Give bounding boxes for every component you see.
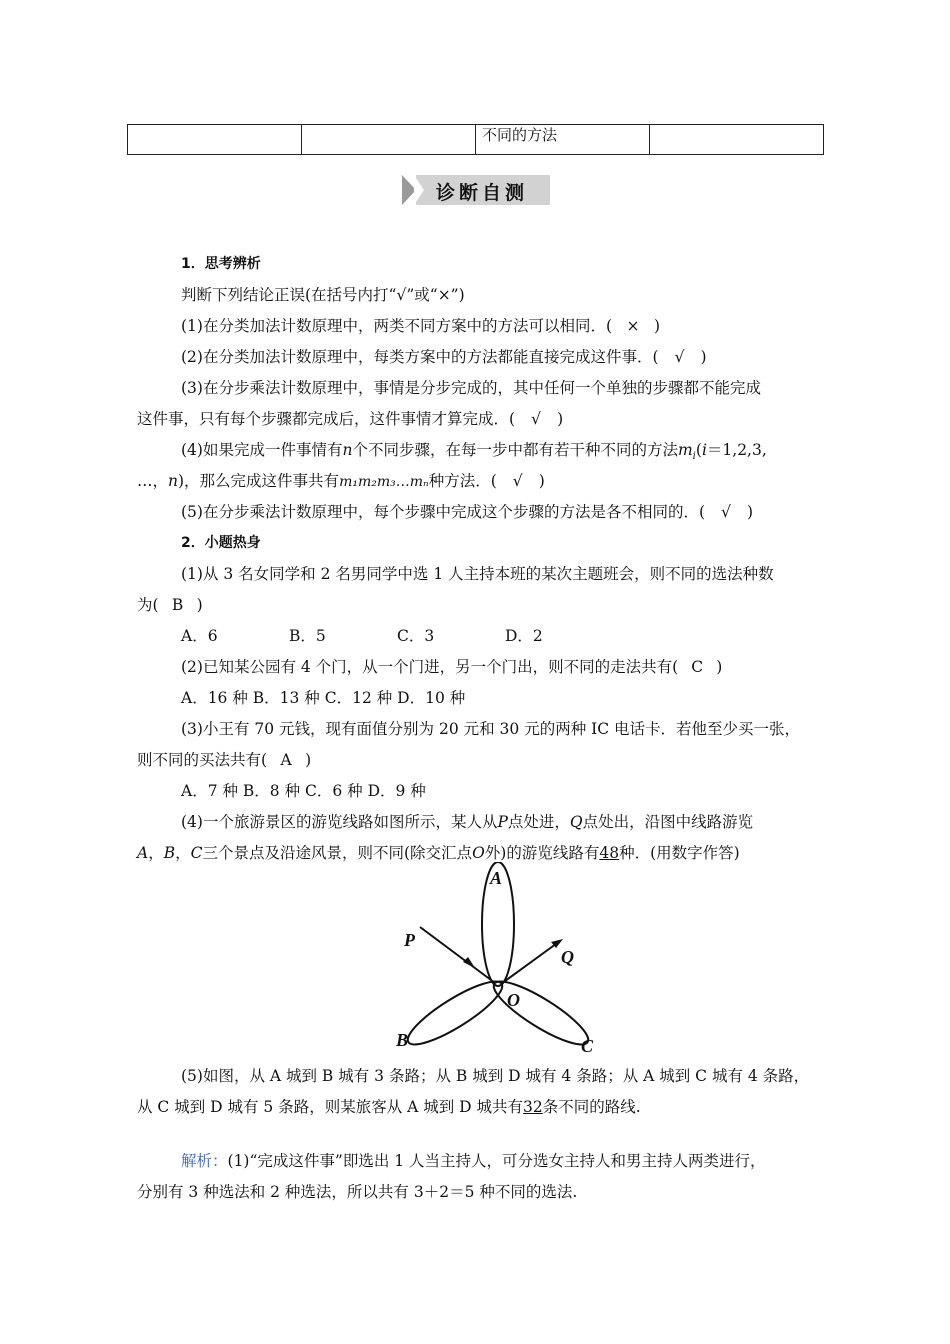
- text-run: )，那么完成这件事共有: [178, 472, 340, 490]
- label-p: P: [404, 930, 415, 950]
- answer-mark: √: [531, 410, 541, 428]
- text-run: …，: [137, 472, 169, 490]
- explanation-line1: [181, 1151, 766, 1171]
- top-table-fragment: [127, 124, 824, 155]
- q2-p5-line1: (5)如图，从 A 城到 B 城有 3 条路；从 B 城到 D 城有 4 条路；从 A 城到 C 城有 4 条路，: [181, 1067, 810, 1085]
- product-expression: m₁m₂m₃…mₙ: [339, 474, 429, 490]
- answer-fill: 32: [523, 1098, 543, 1116]
- text-run: 条不同的路线.: [542, 1098, 641, 1116]
- paren-close: ): [557, 410, 564, 428]
- q2-heading: 2．小题热身: [181, 535, 261, 551]
- chevron-cutout: [414, 175, 424, 205]
- option: A．6: [181, 627, 218, 645]
- table-cell: 不同的方法: [476, 125, 650, 155]
- answer-mark: √: [674, 348, 685, 366]
- q1-item-5: [181, 502, 753, 522]
- section-title: 诊断自测: [436, 182, 529, 204]
- q2-p2-options: A．16 种 B．13 种 C．12 种 D．10 种: [181, 689, 466, 707]
- section-header: [402, 175, 550, 205]
- label-a: A: [490, 868, 503, 888]
- q2-p4-line1: [181, 812, 753, 832]
- label-b: B: [396, 1030, 409, 1050]
- var-i: i: [701, 441, 707, 459]
- table-cell: [128, 125, 302, 155]
- q2-p4-line2: [137, 843, 740, 863]
- q2-p5-line2: [137, 1097, 641, 1117]
- text-run: (: [695, 441, 702, 459]
- label-c: C: [581, 1036, 594, 1056]
- text-run: (2)已知某公园有 4 个门，从一个门进，另一个门出，则不同的走法共有(: [181, 658, 679, 676]
- text-run: 从 C 城到 D 城有 5 条路，则某旅客从 A 城到 D 城共有: [137, 1098, 524, 1116]
- table-cell: [302, 125, 476, 155]
- q2-p3-options: A．7 种 B．8 种 C．6 种 D．9 种: [181, 782, 426, 800]
- text-run: ，: [148, 844, 164, 862]
- var-p: P: [497, 813, 508, 831]
- answer-mark: ×: [626, 317, 640, 335]
- text-run: 点处进，: [507, 813, 570, 831]
- item-text: (2)在分类加法计数原理中，每类方案中的方法都能直接完成这件事．(: [181, 348, 659, 366]
- text-run: (1)“完成这件事”即选出 1 人当主持人，可分选女主持人和男主持人两类进行，: [227, 1152, 766, 1170]
- var-b: B: [163, 844, 176, 862]
- table-cell: [650, 125, 824, 155]
- label-o: O: [507, 990, 520, 1010]
- option: B．5: [289, 627, 326, 645]
- var-c: C: [190, 844, 203, 862]
- text-run: ，: [175, 844, 191, 862]
- explanation-line2: 分别有 3 种选法和 2 种选法，所以共有 3＋2＝5 种不同的选法.: [137, 1183, 578, 1201]
- q1-item-3-line2: [137, 409, 563, 429]
- item-text: (1)在分类加法计数原理中，两类不同方案中的方法可以相同．(: [181, 317, 613, 335]
- text-run: 为(: [137, 596, 159, 614]
- item-text: (5)在分步乘法计数原理中，每个步骤中完成这个步骤的方法是各不相同的．(: [181, 503, 706, 521]
- q2-p3-line1: (3)小王有 70 元钱，现有面值分别为 20 元和 30 元的两种 IC 电话卡．若他至少买一张，: [181, 720, 801, 738]
- q2-p1-line2: [137, 595, 203, 615]
- var-m: m: [677, 441, 693, 459]
- q1-intro: 判断下列结论正误(在括号内打“√”或“×”): [181, 286, 465, 304]
- q2-p3-line2: [137, 750, 311, 770]
- var-o: O: [472, 844, 485, 862]
- q1-heading: 1．思考辨析: [181, 256, 261, 272]
- answer-choice: B: [171, 596, 184, 614]
- q2-p1-line1: (1)从 3 名女同学和 2 名男同学中选 1 人主持本班的某次主题班会，则不同的选法种数: [181, 565, 774, 583]
- text-run: 种．(用数字作答): [619, 844, 740, 862]
- q1-item-3-line1: (3)在分步乘法计数原理中，事情是分步完成的，其中任何一个单独的步骤都不能完成: [181, 379, 761, 397]
- q1-item-2: [181, 347, 707, 367]
- var-a: A: [137, 844, 149, 862]
- q2-p2-line: [181, 657, 722, 677]
- text-run: (4)一个旅游景区的游览线路如图所示，某人从: [181, 813, 498, 831]
- arrow-p-icon: [463, 957, 475, 968]
- table-row: [128, 125, 824, 155]
- answer-fill: 48: [599, 844, 620, 862]
- paren-close: ): [700, 348, 707, 366]
- text-run: 则不同的买法共有(: [137, 751, 268, 769]
- q2-p1-options: [181, 626, 543, 646]
- var-q: Q: [569, 813, 583, 831]
- text-run: 三个景点及沿途风景，则不同(除交汇点: [202, 844, 473, 862]
- answer-choice: A: [280, 751, 292, 769]
- tour-route-diagram: [395, 862, 615, 1057]
- q1-item-4-line2: [137, 471, 545, 492]
- answer-mark: √: [512, 472, 523, 490]
- var-n: n: [342, 441, 353, 459]
- paren-close: ): [747, 503, 754, 521]
- var-n: n: [168, 472, 178, 490]
- text-run: (4)如果完成一件事情有: [181, 441, 343, 459]
- text-run: 个不同步骤，在每一步中都有若干种不同的方法: [352, 441, 678, 459]
- paren-close: ): [716, 658, 723, 676]
- item-text: 这件事，只有每个步骤都完成后，这件事情才算完成．(: [137, 410, 516, 428]
- text-run: 外)的游览线路有: [484, 844, 600, 862]
- q1-item-1: [181, 316, 660, 336]
- paren-close: ): [196, 596, 203, 614]
- text-run: 种方法．(: [428, 472, 497, 490]
- paren-close: ): [654, 317, 661, 335]
- paren-close: ): [538, 472, 545, 490]
- q1-item-4-line1: [181, 440, 767, 467]
- answer-mark: √: [721, 503, 731, 521]
- paren-close: ): [305, 751, 312, 769]
- text-run: ＝1,2,3,: [706, 441, 767, 459]
- explanation-label: 解析：: [181, 1152, 228, 1170]
- answer-choice: C: [691, 658, 704, 676]
- option: C．3: [397, 627, 435, 645]
- label-q: Q: [561, 947, 574, 967]
- text-run: 点处出，沿图中线路游览: [582, 813, 754, 831]
- option: D．2: [505, 627, 543, 645]
- subscript-i: i: [692, 451, 696, 463]
